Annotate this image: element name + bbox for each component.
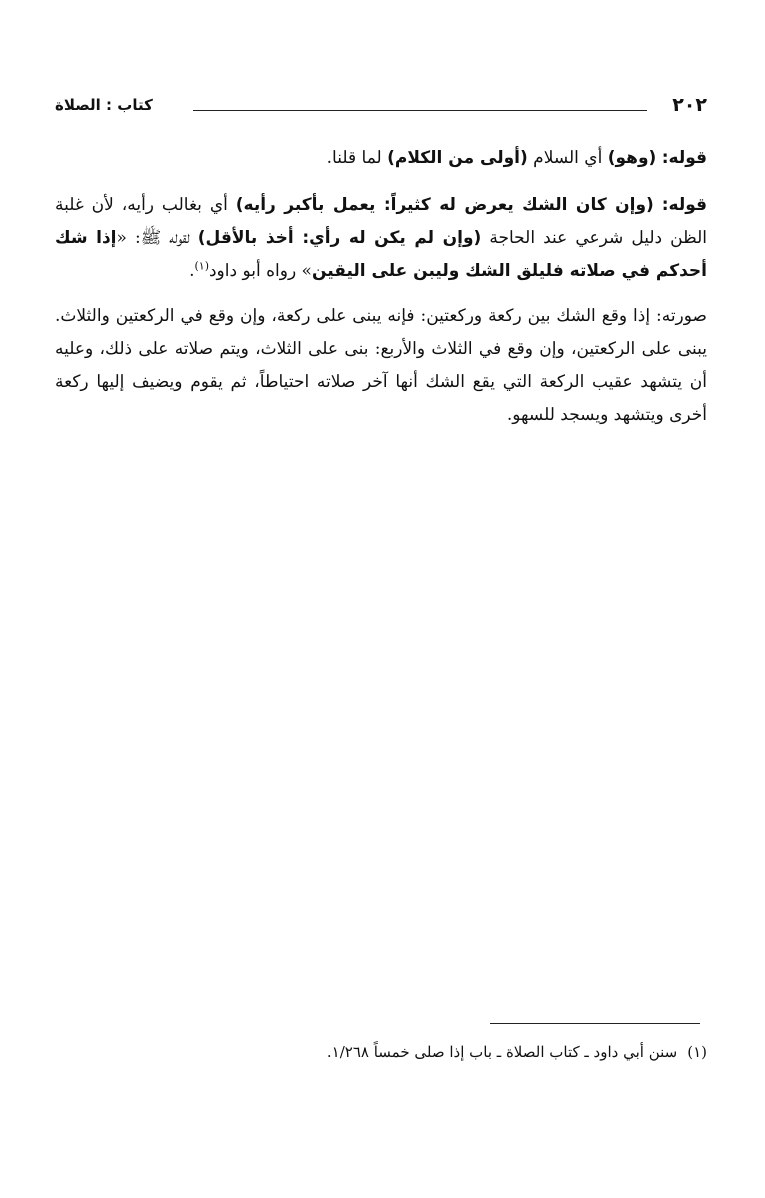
paragraph-1-text-1: أي السلام bbox=[527, 148, 608, 168]
paragraph-2-text-4: . bbox=[189, 261, 195, 281]
hadith-quote: إذا شك أحدكم في صلاته فليلق الشك وليبن على اليقين bbox=[55, 228, 707, 281]
paragraph-3: صورته: إذا وقع الشك بين ركعة وركعتين: فإنه يبنى على ركعة، وإن وقع في الركعتين والثلاث. يبنى على الركعتين، وإن وقع في الثلاث والأربع: بنى على الثلاث، ويتم صلاته على ذلك، وعليه أن يتشهد عقيب الركعة التي يقع الشك أنها آخر صلاته احتياطاً، ثم يقوم ويضيف إليها ركعة أخرى ويتشهد ويسجد للسهو. bbox=[55, 306, 707, 425]
page-header bbox=[55, 92, 707, 120]
footnote-rule bbox=[490, 1023, 700, 1024]
paragraph-1 bbox=[55, 142, 707, 175]
paragraph-2-lead: قوله: bbox=[661, 195, 708, 215]
paragraph-2-text-3: » رواه أبو داود bbox=[208, 261, 312, 281]
footnote bbox=[55, 1040, 707, 1064]
paragraph-1-bold-1: (وهو) bbox=[607, 148, 657, 168]
paragraph-2 bbox=[55, 189, 707, 288]
paragraph-1-lead: قوله: bbox=[661, 148, 707, 168]
header-rule bbox=[193, 110, 647, 111]
paragraph-1-text-2: لما قلنا. bbox=[326, 148, 388, 168]
running-title: كتاب : الصلاة bbox=[55, 96, 153, 114]
paragraph-2-text-1: أي بغالب رأيه، لأن غلبة الظن دليل شرعي عند الحاجة bbox=[55, 195, 707, 248]
body-text bbox=[55, 142, 707, 444]
paragraph-1-bold-2: (أولى من الكلام) bbox=[387, 148, 528, 168]
paragraph-2-bold-2: (وإن لم يكن له رأي: أخذ بالأقل) bbox=[197, 228, 482, 248]
footnote-marker: (١) bbox=[194, 259, 209, 273]
paragraph-2-bold-1: (وإن كان الشك يعرض له كثيراً: يعمل بأكبر رأيه) bbox=[235, 195, 654, 215]
footnote-text: سنن أبي داود ـ كتاب الصلاة ـ باب إذا صلى خمساً ١/٢٦٨. bbox=[326, 1043, 678, 1061]
paragraph-2-text-2: لقوله ﷺ: « bbox=[116, 228, 198, 248]
page-number: ٢٠٢ bbox=[672, 94, 707, 116]
footnote-number: (١) bbox=[687, 1043, 707, 1061]
